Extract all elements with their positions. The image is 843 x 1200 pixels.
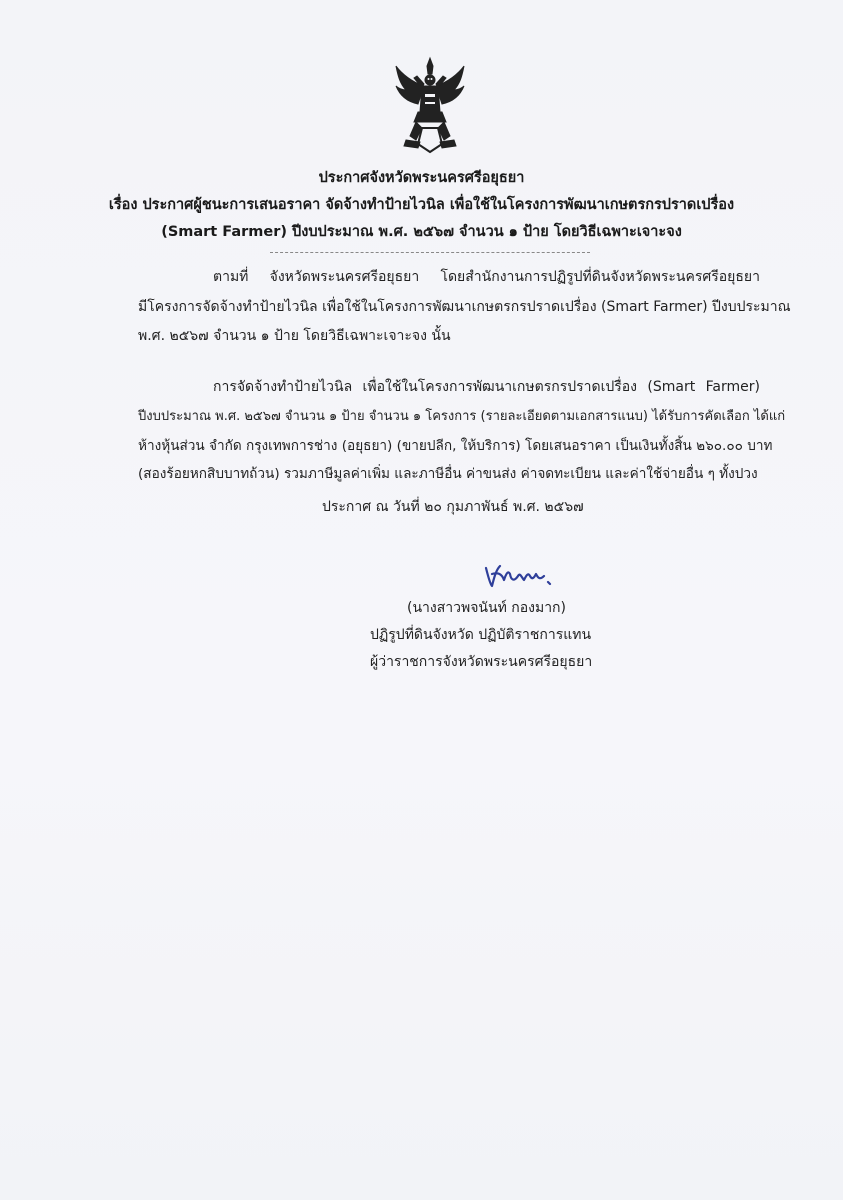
paragraph-2-line-1: การจัดจ้างทำป้ายไวนิล เพื่อใช้ในโครงการพัฒนาเกษตรกรปราดเปรื่อง (Smart Farmer) xyxy=(213,379,760,395)
paragraph-1-line-1: ตามที่ จังหวัดพระนครศรีอยุธยา โดยสำนักงานการปฏิรูปที่ดินจังหวัดพระนครศรีอยุธยา xyxy=(213,269,760,285)
signer-position-1: ปฏิรูปที่ดินจังหวัด ปฏิบัติราชการแทน xyxy=(370,627,592,643)
garuda-emblem-icon xyxy=(392,56,468,156)
subject-line-2: (Smart Farmer) ปีงบประมาณ พ.ศ. ๒๕๖๗ จำนวน ๑ ป้าย โดยวิธีเฉพาะเจาะจง xyxy=(161,224,682,240)
paragraph-1-line-3: พ.ศ. ๒๕๖๗ จำนวน ๑ ป้าย โดยวิธีเฉพาะเจาะจง นั้น xyxy=(138,328,451,344)
handwritten-signature xyxy=(478,556,588,592)
paragraph-2-line-2: ปีงบประมาณ พ.ศ. ๒๕๖๗ จำนวน ๑ ป้าย จำนวน ๑ โครงการ (รายละเอียดตามเอกสารแนบ) ได้รับการคัดเลือก ได้แก่ xyxy=(138,409,786,424)
signer-name: (นางสาวพจนันท์ กองมาก) xyxy=(407,600,566,616)
paragraph-1-line-2: มีโครงการจัดจ้างทำป้ายไวนิล เพื่อใช้ในโครงการพัฒนาเกษตรกรปราดเปรื่อง (Smart Farmer) ปีงบประมาณ xyxy=(138,299,791,315)
signer-position-2: ผู้ว่าราชการจังหวัดพระนครศรีอยุธยา xyxy=(370,654,593,670)
document-title: ประกาศจังหวัดพระนครศรีอยุธยา xyxy=(318,170,525,186)
title-separator xyxy=(270,252,590,253)
paragraph-2-line-3: ห้างหุ้นส่วน จำกัด กรุงเทพการช่าง (อยุธยา) (ขายปลีก, ให้บริการ) โดยเสนอราคา เป็นเงินทั้งสิ้น ๒๖๐.๐๐ บาท xyxy=(138,438,773,454)
announce-date: ประกาศ ณ วันที่ ๒๐ กุมภาพันธ์ พ.ศ. ๒๕๖๗ xyxy=(322,499,584,515)
paragraph-2-line-4: (สองร้อยหกสิบบาทถ้วน) รวมภาษีมูลค่าเพิ่ม และภาษีอื่น ค่าขนส่ง ค่าจดทะเบียน และค่าใช้จ่ายอื่น ๆ ทั้งปวง xyxy=(138,466,758,482)
subject-line-1: เรื่อง ประกาศผู้ชนะการเสนอราคา จัดจ้างทำป้ายไวนิล เพื่อใช้ในโครงการพัฒนาเกษตรกรปราดเปรื่อง xyxy=(108,197,735,213)
